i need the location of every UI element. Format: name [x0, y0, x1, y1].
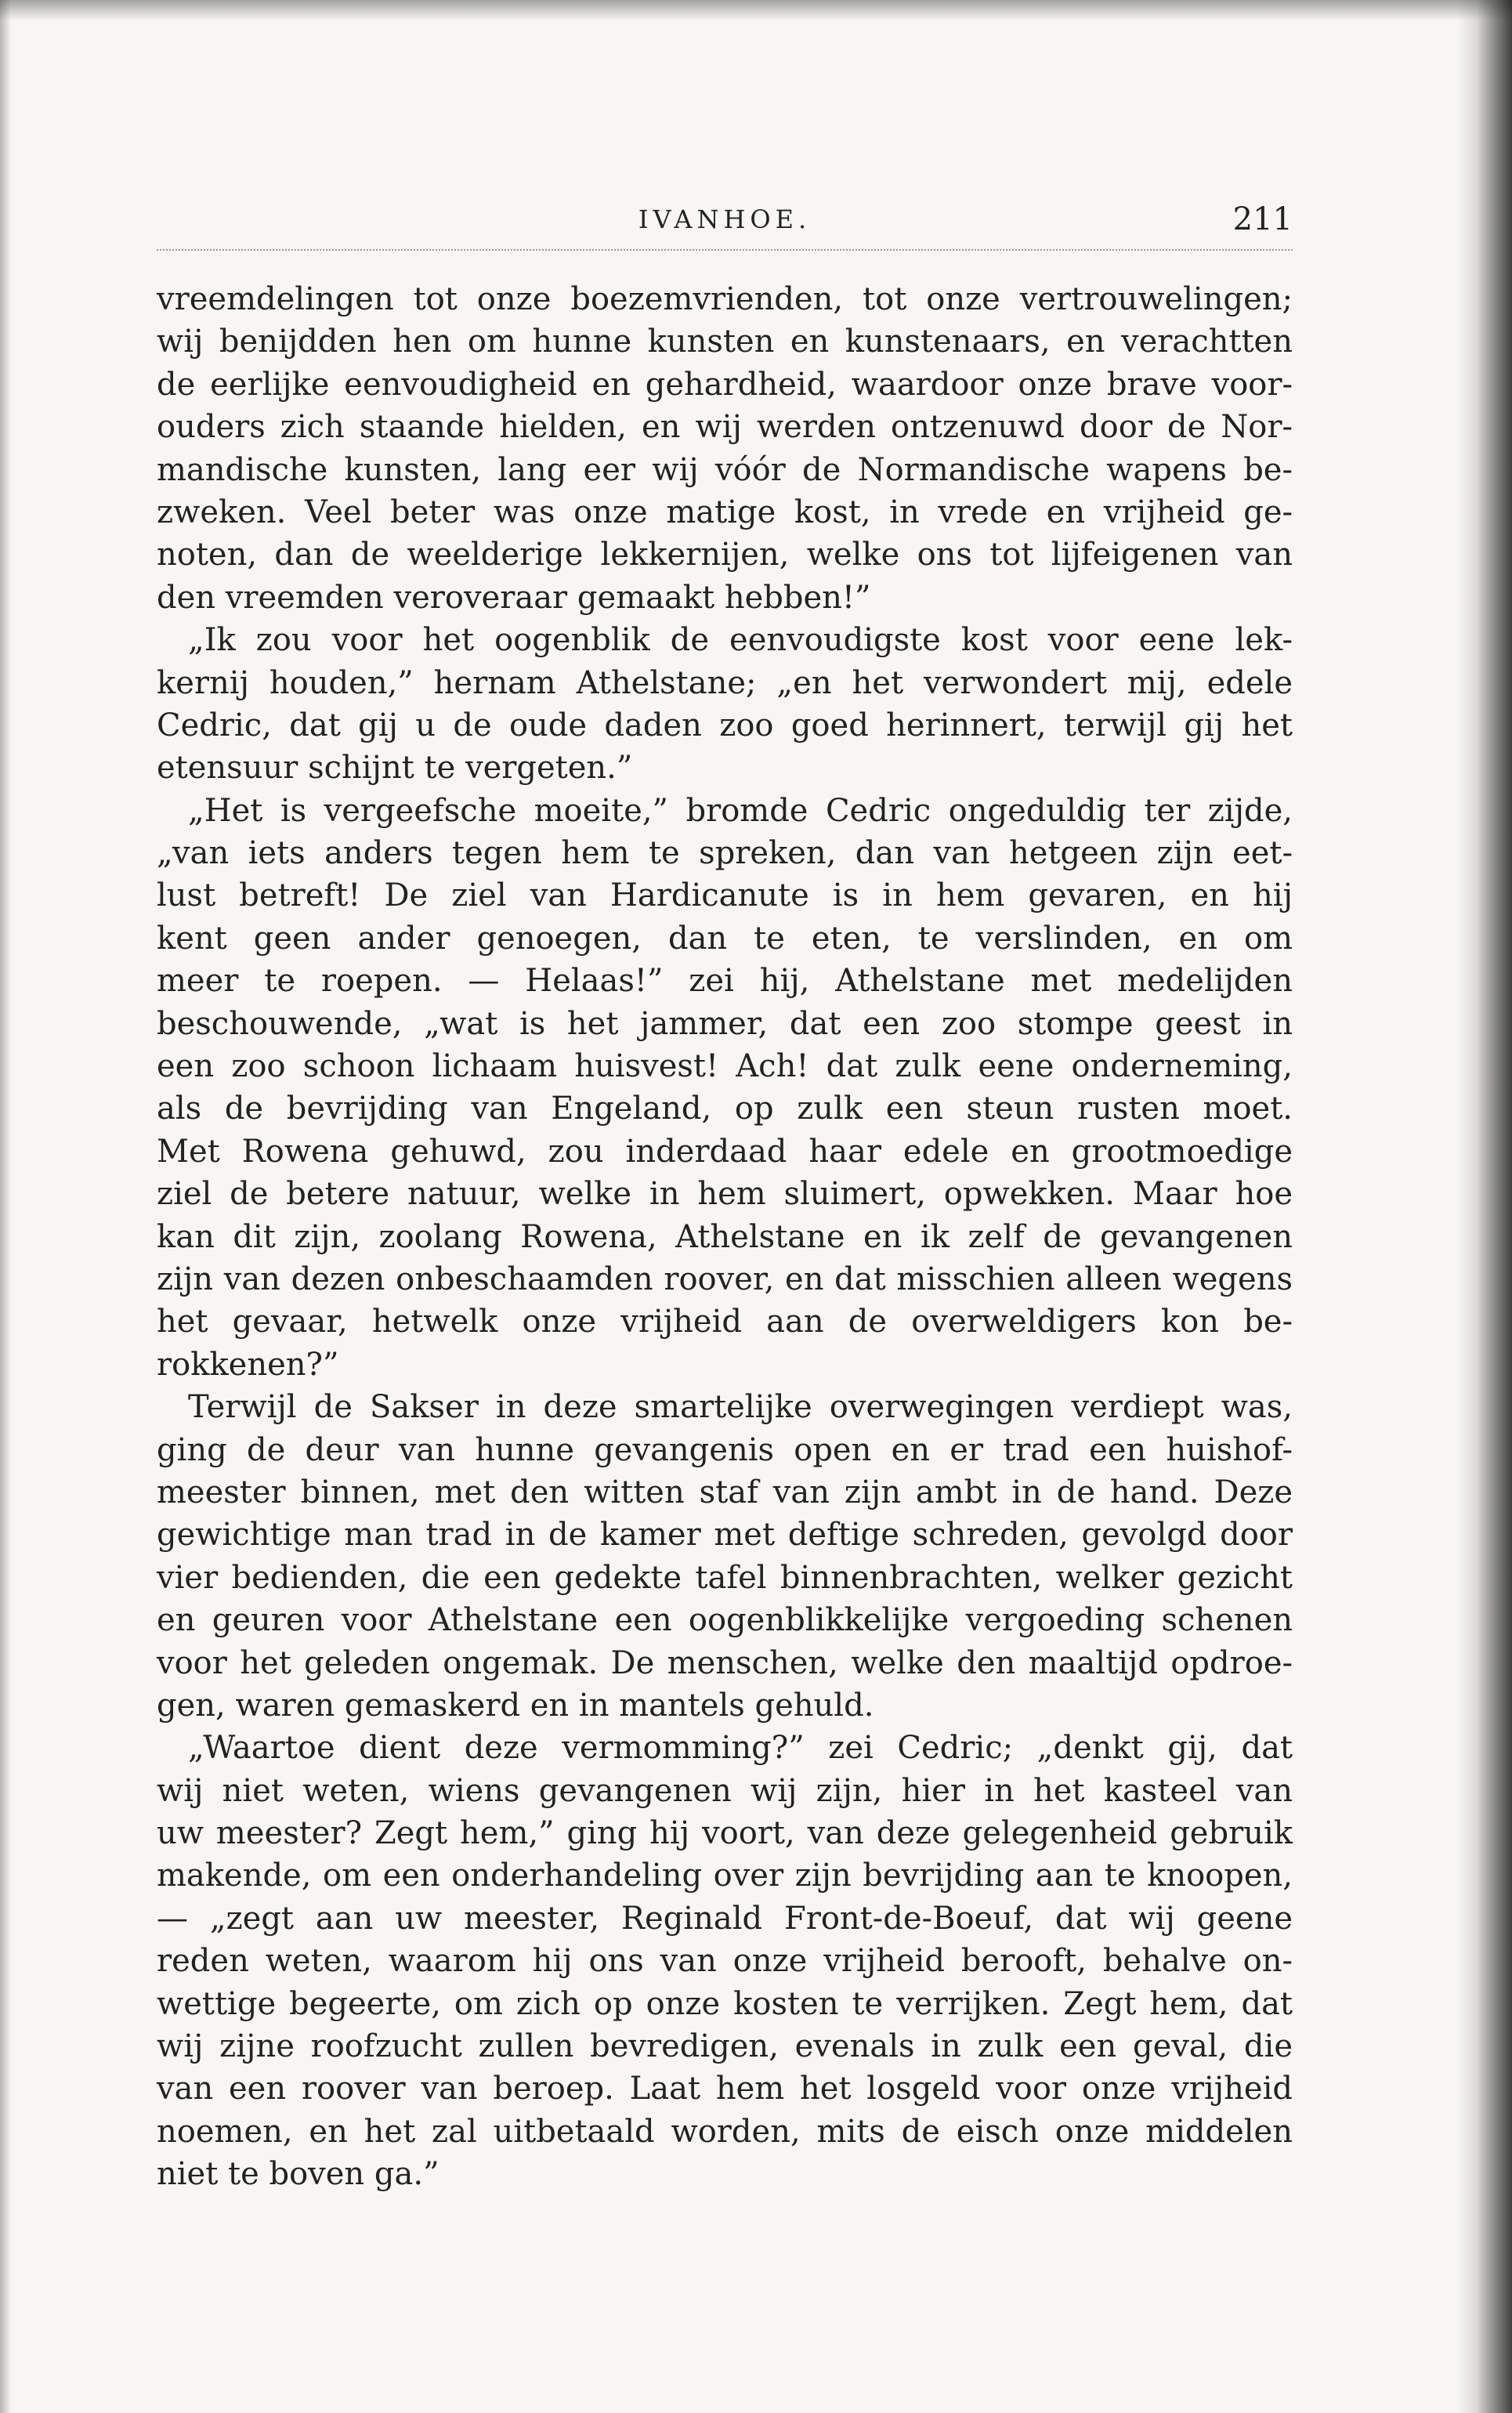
text-line: kent geen ander genoegen, dan te eten, te verslinden, en om [157, 920, 1293, 957]
text-line: makende, om een onderhandeling over zijn bevrijding aan te knoopen, [157, 1858, 1293, 1894]
text-line: „Ik zou voor het oogenblik de eenvoudigste kost voor eene lek- [188, 622, 1293, 659]
paragraph [157, 1386, 1293, 1727]
header-rule [157, 249, 1293, 251]
text-line: zweken. Veel beter was onze matige kost, in vrede en vrijheid ge- [157, 494, 1293, 530]
text-line: reden weten, waarom hij ons van onze vrijheid berooft, behalve on- [157, 1943, 1293, 1980]
text-line: voor het geleden ongemak. De menschen, welke den maaltijd opdroe- [157, 1644, 1293, 1681]
text-line: meer te roepen. — Helaas!” zei hij, Athelstane met medelijden [157, 963, 1293, 1000]
text-line: en geuren voor Athelstane een oogenblikkelijke vergoeding schenen [157, 1602, 1293, 1639]
text-line: lust betreft! De ziel van Hardicanute is in hem gevaren, en hij [157, 877, 1293, 914]
page-number: 211 [1232, 201, 1293, 237]
text-line: ouders zich staande hielden, en wij werden ontzenuwd door de Nor- [157, 409, 1293, 446]
text-line: als de bevrijding van Engeland, op zulk een steun rusten moet. [157, 1091, 1293, 1127]
text-line: ziel de betere natuur, welke in hem sluimert, opwekken. Maar hoe [157, 1176, 1293, 1213]
text-line: zijn van dezen onbeschaamden roover, en dat misschien alleen wegens [157, 1261, 1293, 1297]
text-line: ging de deur van hunne gevangenis open en er trad een huishof- [157, 1431, 1293, 1468]
page-edge-left [0, 0, 11, 2413]
text-line: Met Rowena gehuwd, zou inderdaad haar edele en grootmoedige [157, 1133, 1293, 1170]
text-line: noten, dan de weelderige lekkernijen, welke ons tot lijfeigenen van [157, 537, 1293, 573]
text-line: noemen, en het zal uitbetaald worden, mits de eisch onze middelen [157, 2113, 1293, 2150]
paragraph [157, 790, 1293, 1386]
text-line: rokkenen?” [157, 1346, 339, 1383]
text-line: uw meester? Zegt hem,” ging hij voort, van deze gelegenheid gebruik [157, 1815, 1293, 1852]
text-line: Cedric, dat gij u de oude daden zoo goed herinnert, terwijl gij het [157, 707, 1293, 743]
text-line: wij benijdden hen om hunne kunsten en kunstenaars, en verachtten [157, 324, 1293, 360]
paragraph [157, 1727, 1293, 2195]
text-line: Terwijl de Sakser in deze smartelijke overwegingen verdiept was, [188, 1389, 1293, 1426]
text-line: meester binnen, met den witten staf van zijn ambt in de hand. Deze [157, 1474, 1293, 1510]
text-line: den vreemden veroveraar gemaakt hebben!” [157, 579, 871, 616]
paragraph [157, 619, 1293, 790]
text-line: wij zijne roofzucht zullen bevredigen, evenals in zulk een geval, die [157, 2028, 1293, 2065]
text-line: „Waartoe dient deze vermomming?” zei Cedric; „denkt gij, dat [188, 1730, 1293, 1767]
text-line: de eerlijke eenvoudigheid en gehardheid, waardoor onze brave voor- [157, 366, 1293, 403]
page-edge-right [1457, 0, 1512, 2413]
text-line: „Het is vergeefsche moeite,” bromde Cedric ongeduldig ter zijde, [188, 792, 1293, 829]
text-line: vier bedienden, die een gedekte tafel binnenbrachten, welker gezicht [157, 1559, 1293, 1596]
text-line: vreemdelingen tot onze boezemvrienden, tot onze vertrouwelingen; [157, 281, 1293, 317]
text-line: beschouwende, „wat is het jammer, dat een zoo stompe geest in [157, 1005, 1293, 1042]
text-line: kernij houden,” hernam Athelstane; „en het verwondert mij, edele [157, 664, 1293, 701]
text-line: etensuur schijnt te vergeten.” [157, 750, 633, 787]
text-line: wij niet weten, wiens gevangenen wij zijn, hier in het kasteel van [157, 1772, 1293, 1809]
body-text [157, 278, 1293, 2196]
text-line: — „zegt aan uw meester, Reginald Front-de-Boeuf, dat wij geene [157, 1900, 1293, 1937]
text-line: kan dit zijn, zoolang Rowena, Athelstane en ik zelf de gevangenen [157, 1218, 1293, 1255]
text-line: niet te boven ga.” [157, 2156, 439, 2193]
paragraph [157, 278, 1293, 619]
page-edge-top [0, 0, 1512, 20]
text-line: gewichtige man trad in de kamer met deftige schreden, gevolgd door [157, 1517, 1293, 1554]
text-line: mandische kunsten, lang eer wij vóór de Normandische wapens be- [157, 451, 1293, 488]
text-line: van een roover van beroep. Laat hem het losgeld voor onze vrijheid [157, 2071, 1293, 2107]
text-line: het gevaar, hetwelk onze vrijheid aan de overweldigers kon be- [157, 1304, 1293, 1340]
running-title: IVANHOE. [638, 204, 812, 234]
text-line: gen, waren gemaskerd en in mantels gehuld. [157, 1687, 874, 1724]
text-line: een zoo schoon lichaam huisvest! Ach! dat zulk eene onderneming, [157, 1048, 1293, 1085]
page-header [157, 196, 1293, 243]
text-line: wettige begeerte, om zich op onze kosten te verrijken. Zegt hem, dat [157, 1985, 1293, 2022]
text-line: „van iets anders tegen hem te spreken, dan van hetgeen zijn eet- [157, 835, 1293, 872]
